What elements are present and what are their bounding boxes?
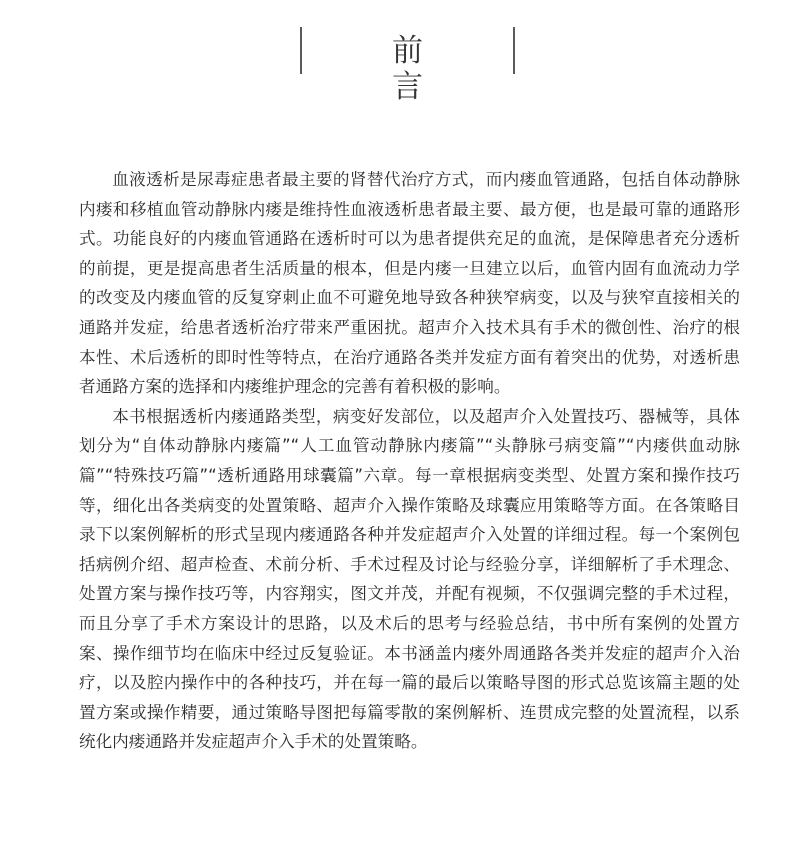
paragraph-2: 本书根据透析内瘘通路类型，病变好发部位，以及超声介入处置技巧、器械等，具体划分为“自体动静脉内瘘篇”“人工血管动静脉内瘘篇”“头静脉弓病变篇”“内瘘供血动脉篇”“特殊技巧篇”“透析通路用球囊篇”六章。每一章根据病变类型、处置方案和操作技巧等，细化出各类病变的处置策略、超声介入操作策略及球囊应用策略等方面。在各策略目录下以案例解析的形式呈现内瘘通路各种并发症超声介入处置的详细过程。每一个案例包括病例介绍、超声检查、术前分析、手术过程及讨论与经验分享，详细解析了手术理念、处置方案与操作技巧等，内容翔实，图文并茂，并配有视频，不仅强调完整的手术过程，而且分享了手术方案设计的思路，以及术后的思考与经验总结，书中所有案例的处置方案、操作细节均在临床中经过反复验证。本书涵盖内瘘外周通路各类并发症的超声介入治疗，以及腔内操作中的各种技巧，并在每一篇的最后以策略导图的形式总览该篇主题的处置方案或操作精要，通过策略导图把每篇零散的案例解析、连贯成完整的处置流程，以系统化内瘘通路并发症超声介入手术的处置策略。 xyxy=(79,406,740,752)
heading-right-rule xyxy=(513,27,515,74)
page-title: 前言 xyxy=(392,33,487,105)
paragraph-1: 血液透析是尿毒症患者最主要的肾替代治疗方式，而内瘘血管通路，包括自体动静脉内瘘和移植血管动静脉内瘘是维持性血液透析患者最主要、最方便，也是最可靠的通路形式。功能良好的内瘘血管通路在透析时可以为患者提供充足的血流，是保障患者充分透析的前提，更是提高患者生活质量的根本，但是内瘘一旦建立以后，血管内固有血流动力学的改变及内瘘血管的反复穿刺止血不可避免地导致各种狭窄病变，以及与狭窄直接相关的通路并发症，给患者透析治疗带来严重困扰。超声介入技术具有手术的微创性、治疗的根本性、术后透析的即时性等特点，在治疗通路各类并发症方面有着突出的优势，对透析患者通路方案的选择和内瘘维护理念的完善有着积极的影响。 xyxy=(79,170,740,397)
body-text xyxy=(79,165,740,757)
heading-block xyxy=(300,27,515,105)
